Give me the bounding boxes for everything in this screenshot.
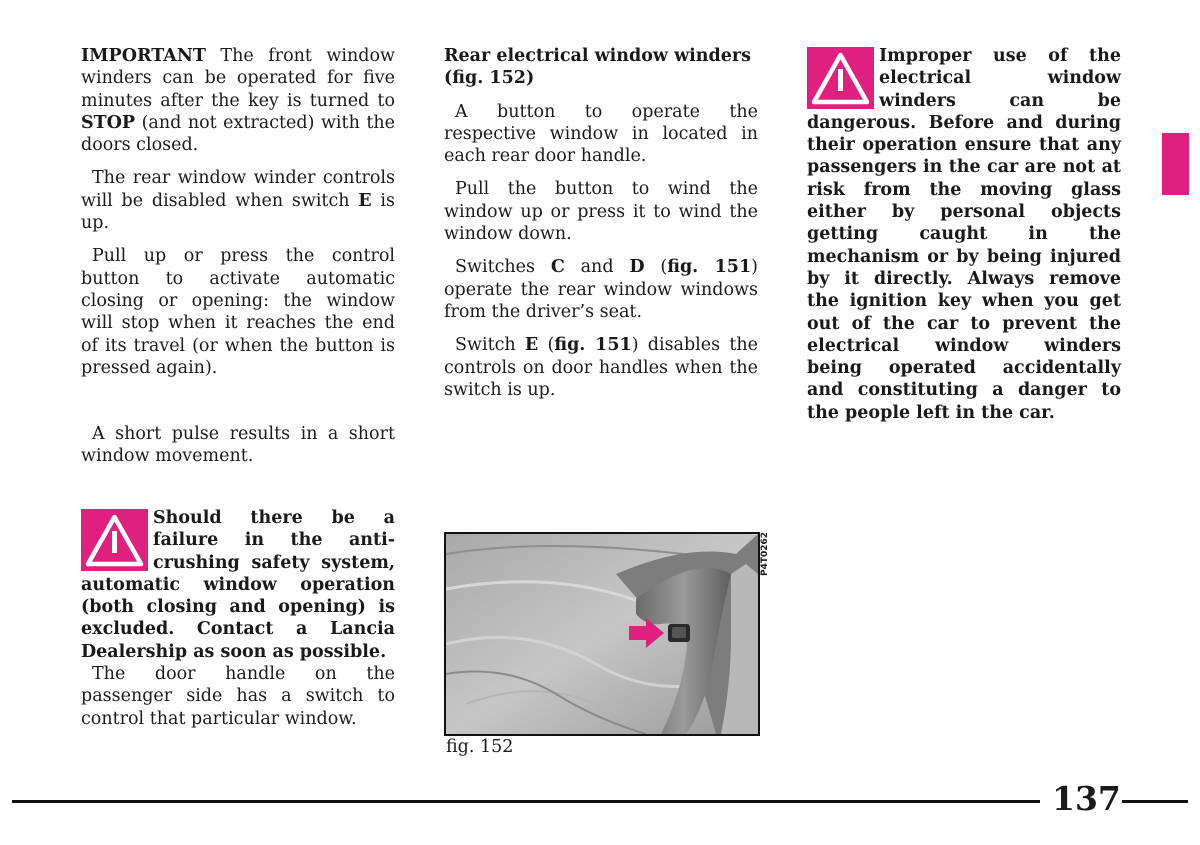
figure-code (756, 528, 774, 578)
passenger-switch-paragraph: The door handle on the passenger side has a switch to control that particular window. (81, 664, 395, 729)
fig-151-ref: fig. 151 (667, 257, 752, 278)
switches-and: and (564, 257, 630, 278)
figure-code-text: P4T0262 (760, 531, 770, 576)
important-text-b: (and not extracted) with the doors closed. (81, 112, 395, 156)
pull-button-paragraph: Pull the button to wind the window up or press it to wind the window down. (444, 179, 758, 245)
section-tab-marker (1162, 133, 1189, 195)
switches-text-a: Switches (455, 257, 551, 278)
rear-controls-text-a: The rear window winder controls will be disabled when switch (81, 168, 395, 211)
switch-e-text-b: ) disables the controls on door handles when the switch is up. (444, 335, 759, 400)
switches-cd-paragraph (444, 256, 758, 323)
auto-closing-paragraph: Pull up or press the control button to activate automatic closing or opening: the window will stop when it reaches the end of its travel (or when the button is pressed again). (81, 246, 395, 378)
fig-151-ref-2: fig. 151 (554, 335, 632, 356)
rear-controls-paragraph (81, 167, 395, 234)
column-left (81, 45, 395, 468)
warning-triangle-icon (807, 47, 874, 109)
column-middle (444, 45, 758, 401)
warning-anti-crushing-text: Should there be a failure in the anti-crushing safety system, automatic window operation (both closing and opening) is excluded. Contact a Lancia Dealership as soon as possible. (81, 508, 395, 662)
switch-d-label: D (629, 257, 645, 278)
switch-e-paragraph (444, 334, 758, 401)
rear-controls-text-b: is up. (81, 190, 395, 234)
warning-anti-crushing (81, 507, 395, 663)
warning-improper-use (807, 45, 1121, 424)
footer-rule-right (1122, 800, 1188, 803)
switch-e-paren: ( (538, 335, 555, 356)
door-handle-photo (444, 532, 760, 736)
switch-e-text-a: Switch (455, 335, 525, 356)
rear-button-paragraph: A button to operate the respective window in located in each rear door handle. (444, 101, 758, 167)
switch-c-label: C (550, 257, 565, 278)
warning-triangle-icon (81, 509, 148, 571)
important-paragraph (81, 45, 395, 156)
switches-paren: ( (644, 257, 668, 278)
warning-improper-use-text: Improper use of the electrical window winders can be dangerous. Before and during their operation ensure that any passengers in the car are not at risk from the moving glass either by personal objects getting caught in the mechanism or by being injured by it directly. Always remove the ignition key when you get out of the car to prevent the electrical window winders being operated accidentally and constituting a danger to the people left in the car. (807, 46, 1121, 423)
stop-label: STOP (81, 112, 136, 133)
passenger-switch-block (81, 663, 395, 730)
page-number: 137 (1052, 779, 1121, 818)
footer-rule-left (12, 800, 1040, 803)
switches-text-b: ) operate the rear window windows from the driver’s seat. (444, 257, 758, 322)
important-label: IMPORTANT (81, 46, 206, 66)
section-heading: Rear electrical window winders (fig. 152) (444, 46, 751, 89)
switch-e-label: E (358, 190, 372, 211)
important-text-a: The front window winders can be operated for five minutes after the key is turned to (81, 46, 395, 111)
switch-e-bold: E (524, 335, 539, 356)
figure-caption: fig. 152 (446, 737, 514, 757)
short-pulse-paragraph: A short pulse results in a short window movement. (81, 424, 395, 467)
